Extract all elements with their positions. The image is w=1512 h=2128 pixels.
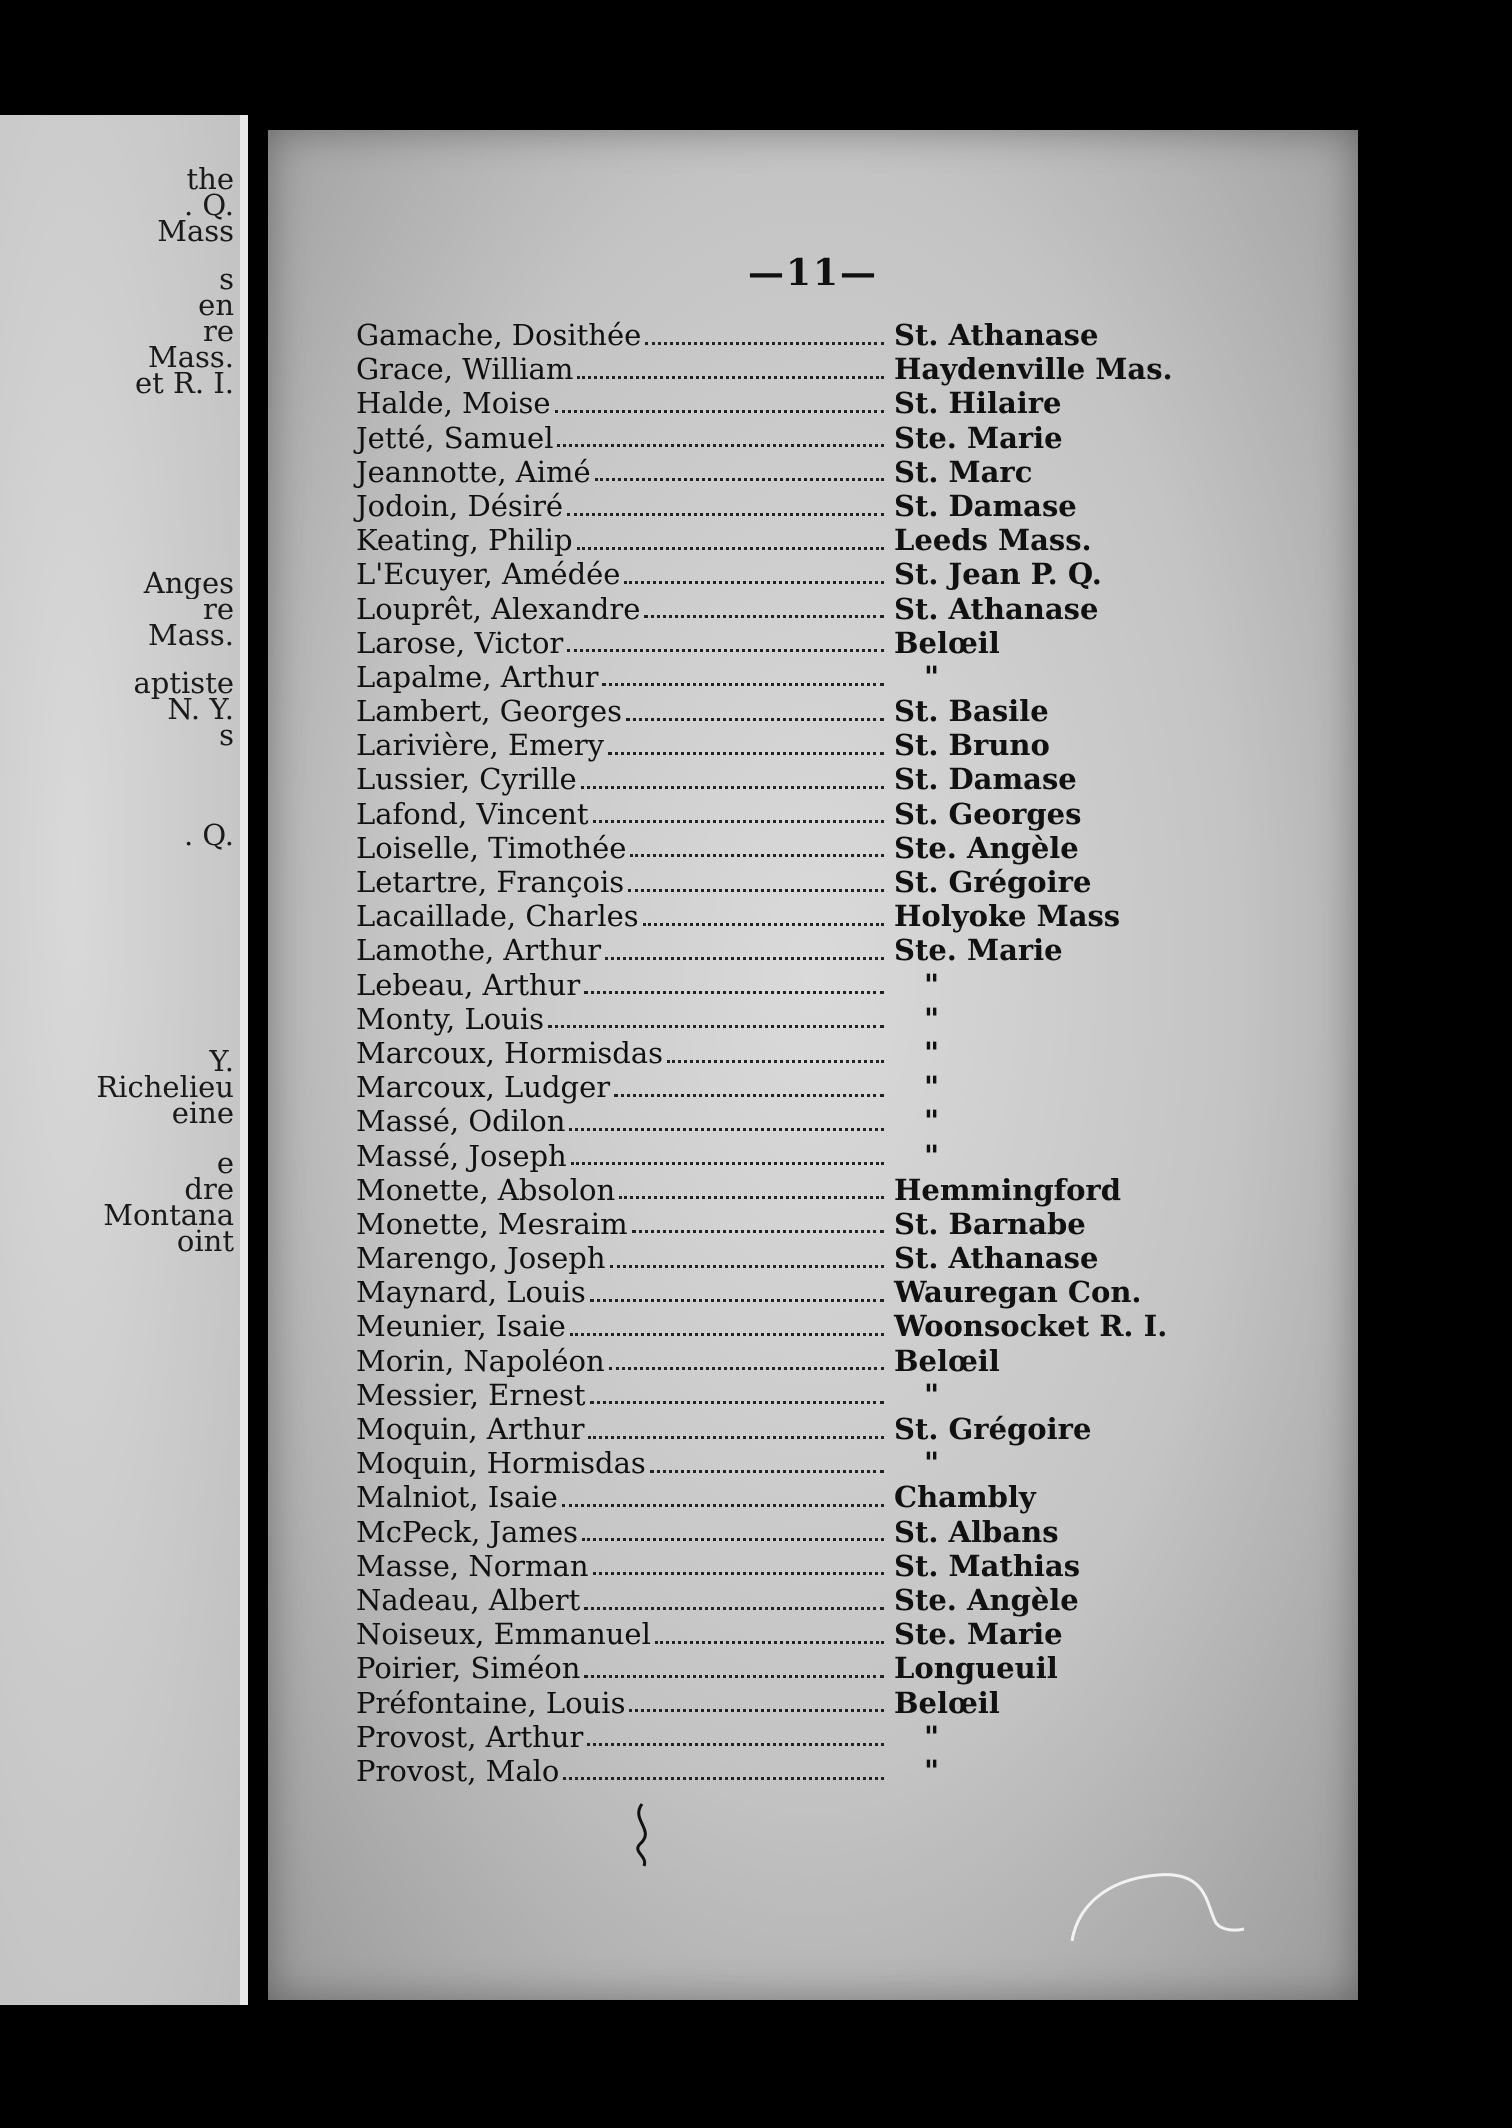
page-number: —11—	[747, 252, 879, 294]
entry-place: "	[924, 1001, 940, 1036]
entry-name: Poirier, Siméon	[356, 1651, 581, 1686]
directory-entry	[356, 592, 1286, 626]
directory-entry	[356, 1036, 1286, 1070]
directory-entry	[356, 660, 1286, 694]
entry-name: Monty, Louis	[356, 1001, 545, 1036]
entry-name: Letartre, François	[356, 865, 625, 899]
previous-page-line: re	[202, 593, 234, 625]
directory-entry	[356, 933, 1286, 967]
directory-entry	[356, 1651, 1286, 1685]
entry-place: St. Albans	[894, 1514, 1059, 1549]
directory-entry	[356, 1378, 1286, 1412]
directory-entry	[356, 352, 1286, 386]
entry-place: St. Athanase	[894, 1241, 1099, 1276]
previous-page-line: the	[186, 163, 234, 195]
entry-name: Moquin, Arthur	[356, 1412, 585, 1446]
leader-dots	[584, 991, 884, 994]
leader-dots	[629, 1709, 884, 1712]
entry-name: Gamache, Dosithée	[356, 318, 642, 352]
entry-name: Jeannotte, Aimé	[356, 454, 591, 489]
entry-name: Lamothe, Arthur	[356, 933, 602, 968]
leader-dots	[645, 342, 884, 345]
entry-place: St. Hilaire	[894, 386, 1062, 421]
entry-name: Provost, Arthur	[356, 1719, 584, 1754]
entry-name: Loiselle, Timothée	[356, 830, 627, 865]
page-fold	[240, 115, 248, 2005]
previous-page-line: Anges	[143, 567, 234, 599]
pencil-mark	[628, 1800, 668, 1870]
entry-place: Chambly	[894, 1480, 1036, 1515]
entry-name: Jodoin, Désiré	[356, 488, 564, 523]
entry-name: Morin, Napoléon	[356, 1343, 605, 1378]
directory-entry	[356, 318, 1286, 352]
previous-page-line: Mass	[157, 215, 234, 247]
entry-place: Ste. Angèle	[894, 1582, 1079, 1617]
leader-dots	[605, 957, 884, 960]
directory-entry	[356, 1515, 1286, 1549]
directory-entry	[356, 626, 1286, 660]
entry-place: St. Basile	[894, 694, 1049, 729]
entry-name: Lafond, Vincent	[356, 796, 589, 831]
leader-dots	[581, 786, 884, 789]
entry-place: St. Grégoire	[894, 1412, 1092, 1446]
entry-name: Massé, Odilon	[356, 1104, 566, 1139]
leader-dots	[626, 718, 884, 721]
previous-page-line: Mass.	[148, 341, 234, 373]
entry-place: "	[924, 1753, 940, 1788]
directory-entry	[356, 386, 1286, 420]
leader-dots	[644, 615, 884, 618]
leader-dots	[555, 410, 885, 413]
directory-entry	[356, 1104, 1286, 1138]
previous-page-fragment	[0, 115, 248, 2005]
leader-dots	[655, 1641, 884, 1644]
directory-entry	[356, 762, 1286, 796]
previous-page-line: s	[219, 263, 234, 295]
entry-place: Wauregan Con.	[894, 1275, 1142, 1310]
entry-name: Marcoux, Ludger	[356, 1070, 611, 1105]
entry-name: Messier, Ernest	[356, 1377, 586, 1412]
directory-entry	[356, 797, 1286, 831]
directory-entry	[356, 968, 1286, 1002]
entry-place: St. Mathias	[894, 1548, 1081, 1583]
directory-entry	[356, 489, 1286, 523]
directory-entry	[356, 1070, 1286, 1104]
leader-dots	[593, 1572, 884, 1575]
directory-entry	[356, 1686, 1286, 1720]
entry-name: Larivière, Emery	[356, 728, 605, 763]
entry-name: Malniot, Isaie	[356, 1480, 558, 1515]
entry-name: Louprêt, Alexandre	[356, 591, 641, 626]
leader-dots	[610, 1265, 884, 1268]
previous-page-line: Richelieu	[96, 1071, 234, 1103]
leader-dots	[650, 1470, 884, 1473]
directory-entry	[356, 1480, 1286, 1514]
directory-entry	[356, 1754, 1286, 1788]
entry-name: Masse, Norman	[356, 1548, 589, 1583]
leader-dots	[595, 478, 884, 481]
directory-entry	[356, 899, 1286, 933]
entry-name: Lebeau, Arthur	[356, 967, 581, 1002]
leader-dots	[590, 1401, 884, 1404]
entry-name: Halde, Moise	[356, 386, 551, 421]
entry-place: St. Jean P. Q.	[894, 557, 1102, 592]
entry-place: Woonsocket R. I.	[894, 1309, 1168, 1344]
previous-page-line: . Q.	[184, 189, 234, 221]
leader-dots	[584, 1607, 884, 1610]
entry-place: St. Bruno	[894, 728, 1050, 763]
entry-name: Massé, Joseph	[356, 1138, 567, 1173]
entry-place: "	[924, 1104, 940, 1139]
directory-entry	[356, 728, 1286, 762]
entry-name: L'Ecuyer, Amédée	[356, 557, 621, 592]
previous-page-line: Montana	[103, 1199, 234, 1231]
entry-name: Keating, Philip	[356, 523, 573, 558]
entry-name: Préfontaine, Louis	[356, 1685, 626, 1720]
entry-place: Ste. Marie	[894, 933, 1063, 968]
leader-dots	[632, 1230, 884, 1233]
entry-place: St. Athanase	[894, 318, 1099, 352]
leader-dots	[630, 854, 884, 857]
entry-name: Marcoux, Hormisdas	[356, 1035, 664, 1070]
directory-entry	[356, 1275, 1286, 1309]
entry-place: "	[924, 1070, 940, 1105]
directory-page	[268, 130, 1358, 2000]
directory-entry	[356, 831, 1286, 865]
entry-name: Jetté, Samuel	[356, 420, 554, 455]
directory-entry	[356, 557, 1286, 591]
previous-page-line: eine	[171, 1097, 234, 1129]
directory-entry	[356, 1720, 1286, 1754]
entry-name: Marengo, Joseph	[356, 1241, 606, 1276]
entry-place: Hemmingford	[894, 1172, 1121, 1207]
leader-dots	[562, 1504, 884, 1507]
entry-place: Belœil	[894, 1343, 1000, 1378]
previous-page-line: en	[198, 289, 234, 321]
entry-place: St. Barnabe	[894, 1206, 1086, 1241]
previous-page-line: aptiste	[133, 667, 234, 699]
entry-place: "	[924, 1377, 940, 1412]
entry-name: Lacaillade, Charles	[356, 899, 639, 934]
entry-place: St. Georges	[894, 796, 1082, 831]
leader-dots	[590, 1299, 884, 1302]
directory-entry	[356, 523, 1286, 557]
leader-dots	[628, 889, 884, 892]
directory-entry	[356, 1446, 1286, 1480]
entry-place: "	[924, 1138, 940, 1173]
leader-dots	[577, 376, 884, 379]
entry-place: "	[924, 1719, 940, 1754]
leader-dots	[587, 1743, 884, 1746]
entry-place: Belœil	[894, 1685, 1000, 1720]
entry-name: Monette, Absolon	[356, 1172, 616, 1207]
entry-name: Lambert, Georges	[356, 694, 622, 729]
previous-page-line: N. Y.	[167, 693, 234, 725]
leader-dots	[567, 649, 884, 652]
entry-place: Ste. Marie	[894, 420, 1063, 455]
directory-entry	[356, 455, 1286, 489]
entry-place: Haydenville Mas.	[894, 352, 1173, 387]
entry-place: St. Damase	[894, 488, 1077, 523]
leader-dots	[667, 1060, 884, 1063]
previous-page-line: dre	[184, 1173, 234, 1205]
entry-name: Lussier, Cyrille	[356, 762, 577, 797]
entry-place: "	[924, 967, 940, 1002]
leader-dots	[643, 923, 884, 926]
leader-dots	[569, 1128, 884, 1131]
entry-name: Meunier, Isaie	[356, 1309, 566, 1344]
directory-entry	[356, 421, 1286, 455]
entry-place: Longueuil	[894, 1651, 1058, 1686]
directory-entry	[356, 1617, 1286, 1651]
leader-dots	[548, 1025, 884, 1028]
directory-entry	[356, 865, 1286, 899]
previous-page-line: re	[202, 315, 234, 347]
leader-dots	[593, 820, 884, 823]
directory-entry	[356, 1549, 1286, 1583]
previous-page-line: s	[219, 719, 234, 751]
directory-entry	[356, 1173, 1286, 1207]
entries-list	[356, 318, 1286, 1788]
entry-name: Monette, Mesraim	[356, 1206, 628, 1241]
directory-entry	[356, 1309, 1286, 1343]
previous-page-line: . Q.	[184, 819, 234, 851]
entry-place: St. Damase	[894, 762, 1077, 797]
entry-place: St. Marc	[894, 454, 1033, 489]
directory-entry	[356, 694, 1286, 728]
entry-name: McPeck, James	[356, 1514, 579, 1549]
handwritten-mark	[1068, 1865, 1248, 1945]
entry-name: Maynard, Louis	[356, 1275, 586, 1310]
entry-place: Ste. Angèle	[894, 830, 1079, 865]
leader-dots	[588, 1436, 884, 1439]
entry-place: St. Grégoire	[894, 865, 1092, 899]
leader-dots	[608, 752, 884, 755]
directory-entry	[356, 1344, 1286, 1378]
leader-dots	[624, 581, 884, 584]
leader-dots	[609, 1367, 884, 1370]
entry-name: Grace, William	[356, 352, 574, 387]
directory-entry	[356, 1139, 1286, 1173]
directory-entry	[356, 1002, 1286, 1036]
leader-dots	[577, 547, 884, 550]
entry-place: Holyoke Mass	[894, 899, 1121, 934]
entry-place: "	[924, 1446, 940, 1481]
previous-page-line: e	[216, 1147, 234, 1179]
entry-name: Noiseux, Emmanuel	[356, 1617, 651, 1652]
entry-place: Belœil	[894, 625, 1000, 660]
previous-page-line: oint	[176, 1225, 234, 1257]
entry-place: St. Athanase	[894, 591, 1099, 626]
directory-entry	[356, 1583, 1286, 1617]
leader-dots	[619, 1196, 884, 1199]
leader-dots	[571, 1162, 884, 1165]
previous-page-line: Y.	[209, 1045, 234, 1077]
previous-page-line: Mass.	[148, 619, 234, 651]
entry-place: "	[924, 1035, 940, 1070]
entry-name: Nadeau, Albert	[356, 1582, 581, 1617]
entry-place: Leeds Mass.	[894, 523, 1092, 558]
entry-name: Provost, Malo	[356, 1753, 560, 1788]
entry-name: Lapalme, Arthur	[356, 659, 599, 694]
leader-dots	[602, 683, 884, 686]
leader-dots	[563, 1777, 884, 1780]
entry-name: Moquin, Hormisdas	[356, 1446, 646, 1481]
directory-entry	[356, 1412, 1286, 1446]
directory-entry	[356, 1207, 1286, 1241]
leader-dots	[614, 1094, 884, 1097]
directory-entry	[356, 1241, 1286, 1275]
entry-place: "	[924, 659, 940, 694]
entry-place: Ste. Marie	[894, 1617, 1063, 1652]
leader-dots	[582, 1538, 884, 1541]
leader-dots	[557, 444, 884, 447]
leader-dots	[567, 513, 884, 516]
leader-dots	[584, 1675, 884, 1678]
entry-name: Larose, Victor	[356, 625, 564, 660]
leader-dots	[570, 1333, 884, 1336]
previous-page-line: et R. I.	[135, 367, 234, 399]
